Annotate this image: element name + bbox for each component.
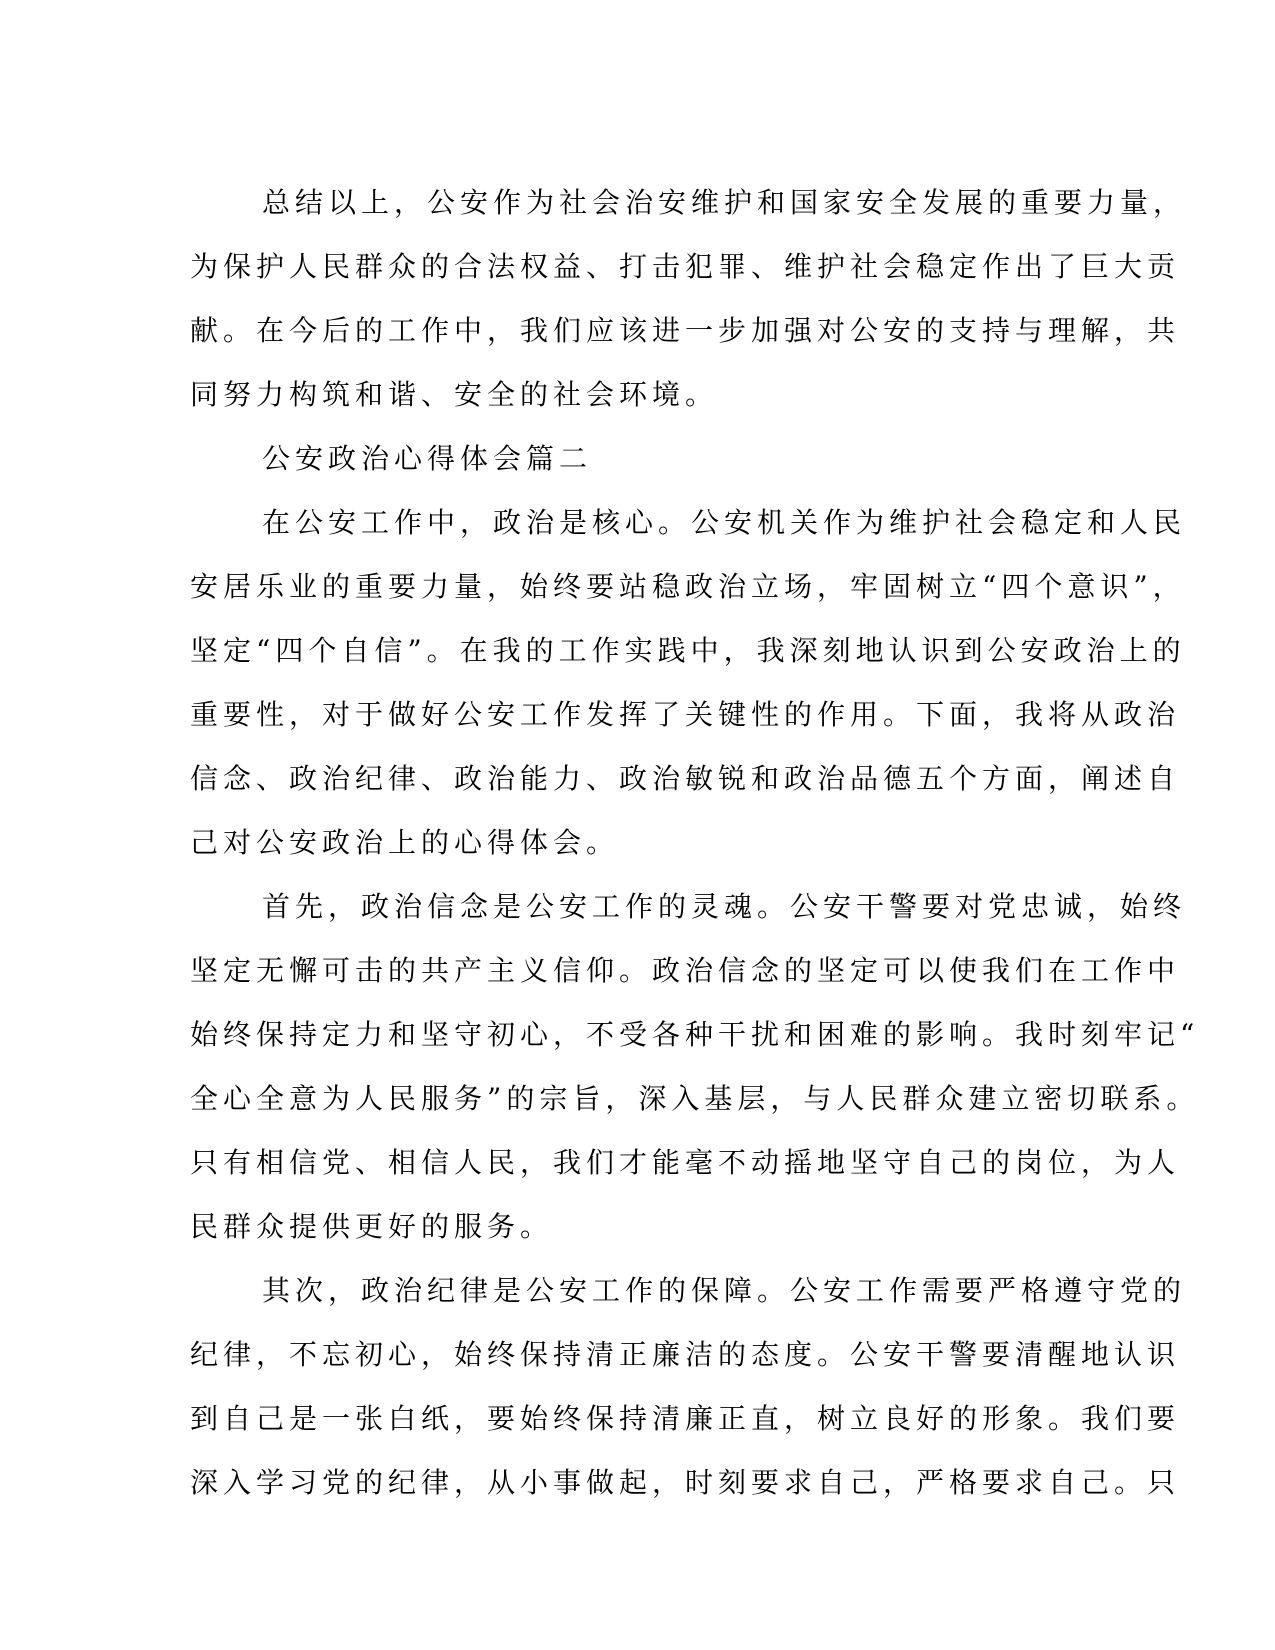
text-line: 坚定“四个自信”。在我的工作实践中，我深刻地认识到公安政治上的 [190, 634, 1186, 667]
paragraph-discipline [190, 1259, 1187, 1515]
text-line: 信念、政治纪律、政治能力、政治敏锐和政治品德五个方面，阐述自 [190, 762, 1181, 795]
document-body [190, 171, 1200, 1515]
text-line: 其次，政治纪律是公安工作的保障。公安工作需要严格遵守党的 [262, 1274, 1187, 1307]
text-line: 纪律，不忘初心，始终保持清正廉洁的态度。公安干警要清醒地认识 [190, 1338, 1181, 1371]
text-line: 重要性，对于做好公安工作发挥了关键性的作用。下面，我将从政治 [190, 698, 1181, 731]
paragraph-intro [190, 491, 1187, 875]
text-line: 坚定无懈可击的共产主义信仰。政治信念的坚定可以使我们在工作中 [190, 954, 1181, 987]
text-line: 深入学习党的纪律，从小事做起，时刻要求自己，严格要求自己。只 [190, 1466, 1181, 1499]
text-line: 己对公安政治上的心得体会。 [190, 826, 620, 859]
text-line: 始终保持定力和坚守初心，不受各种干扰和困难的影响。我时刻牢记“ [190, 1018, 1200, 1051]
text-line: 到自己是一张白纸，要始终保持清廉正直，树立良好的形象。我们要 [190, 1402, 1181, 1435]
section-heading-text: 公安政治心得体会篇二 [262, 442, 593, 475]
paragraph-conclusion [190, 171, 1187, 427]
text-line: 民群众提供更好的服务。 [190, 1210, 554, 1243]
text-line: 同努力构筑和谐、安全的社会环境。 [190, 378, 719, 411]
text-line: 安居乐业的重要力量，始终要站稳政治立场，牢固树立“四个意识”， [190, 570, 1186, 603]
text-line: 在公安工作中，政治是核心。公安机关作为维护社会稳定和人民 [262, 506, 1187, 539]
text-line: 献。在今后的工作中，我们应该进一步加强对公安的支持与理解，共 [190, 314, 1181, 347]
text-line: 首先，政治信念是公安工作的灵魂。公安干警要对党忠诚，始终 [262, 890, 1187, 923]
section-heading [190, 427, 1080, 491]
text-line: 只有相信党、相信人民，我们才能毫不动摇地坚守自己的岗位，为人 [190, 1146, 1181, 1179]
paragraph-belief [190, 875, 1200, 1259]
text-line: 全心全意为人民服务”的宗旨，深入基层，与人民群众建立密切联系。 [190, 1082, 1200, 1115]
text-line: 总结以上，公安作为社会治安维护和国家安全发展的重要力量， [262, 186, 1187, 219]
text-line: 为保护人民群众的合法权益、打击犯罪、维护社会稳定作出了巨大贡 [190, 250, 1181, 283]
